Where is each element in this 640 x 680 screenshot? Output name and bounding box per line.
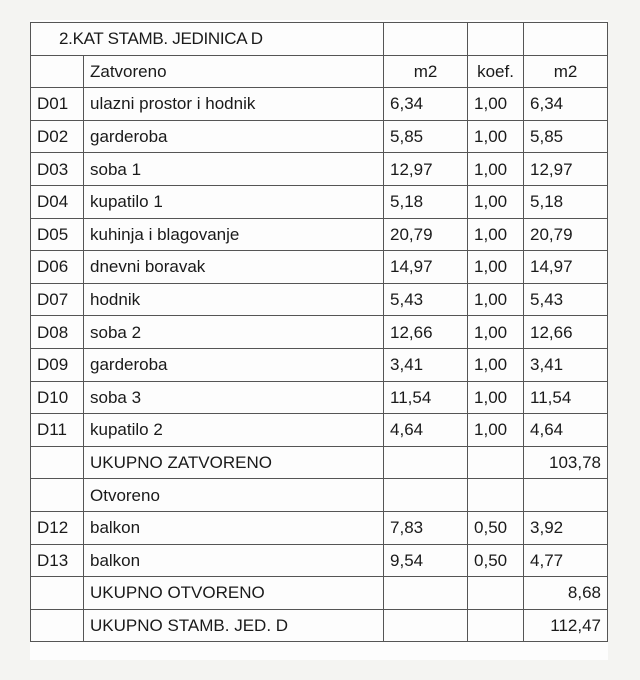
room-coefficient: 1,00 xyxy=(468,185,524,218)
empty-cell xyxy=(468,446,524,479)
table-row xyxy=(31,348,608,381)
open-total-label: UKUPNO OTVORENO xyxy=(84,577,384,610)
room-name: soba 1 xyxy=(84,153,384,186)
room-code: D10 xyxy=(31,381,84,414)
room-name: balkon xyxy=(84,544,384,577)
closed-total-label: UKUPNO ZATVORENO xyxy=(84,446,384,479)
room-area: 11,54 xyxy=(384,381,468,414)
table-row xyxy=(31,511,608,544)
open-total-value: 8,68 xyxy=(524,577,608,610)
room-weighted-area: 5,85 xyxy=(524,120,608,153)
col-header-m2: m2 xyxy=(384,55,468,88)
room-code: D09 xyxy=(31,348,84,381)
room-name: garderoba xyxy=(84,348,384,381)
empty-cell xyxy=(31,609,84,642)
empty-cell xyxy=(468,609,524,642)
room-code: D01 xyxy=(31,88,84,121)
room-coefficient: 1,00 xyxy=(468,153,524,186)
room-area: 5,18 xyxy=(384,185,468,218)
empty-cell xyxy=(384,23,468,56)
room-code: D08 xyxy=(31,316,84,349)
col-header-koef: koef. xyxy=(468,55,524,88)
room-weighted-area: 4,64 xyxy=(524,414,608,447)
room-coefficient: 1,00 xyxy=(468,348,524,381)
open-header-row xyxy=(31,479,608,512)
table-row xyxy=(31,251,608,284)
room-weighted-area: 12,66 xyxy=(524,316,608,349)
grand-total-label: UKUPNO STAMB. JED. D xyxy=(84,609,384,642)
room-coefficient: 1,00 xyxy=(468,414,524,447)
room-code: D13 xyxy=(31,544,84,577)
closed-total-value: 103,78 xyxy=(524,446,608,479)
empty-cell xyxy=(31,55,84,88)
room-weighted-area: 5,18 xyxy=(524,185,608,218)
empty-cell xyxy=(468,23,524,56)
room-name: kuhinja i blagovanje xyxy=(84,218,384,251)
empty-cell xyxy=(384,609,468,642)
room-weighted-area: 20,79 xyxy=(524,218,608,251)
room-area: 14,97 xyxy=(384,251,468,284)
col-header-m2-total: m2 xyxy=(524,55,608,88)
room-code: D07 xyxy=(31,283,84,316)
empty-cell xyxy=(468,479,524,512)
room-weighted-area: 6,34 xyxy=(524,88,608,121)
room-name: kupatilo 2 xyxy=(84,414,384,447)
empty-cell xyxy=(524,23,608,56)
table-row xyxy=(31,544,608,577)
room-weighted-area: 12,97 xyxy=(524,153,608,186)
room-code: D12 xyxy=(31,511,84,544)
room-coefficient: 0,50 xyxy=(468,544,524,577)
room-weighted-area: 5,43 xyxy=(524,283,608,316)
room-coefficient: 1,00 xyxy=(468,120,524,153)
empty-cell xyxy=(384,577,468,610)
title-row xyxy=(31,23,608,56)
room-code: D02 xyxy=(31,120,84,153)
grand-total-value: 112,47 xyxy=(524,609,608,642)
room-area: 4,64 xyxy=(384,414,468,447)
room-name: hodnik xyxy=(84,283,384,316)
table-row xyxy=(31,120,608,153)
room-coefficient: 0,50 xyxy=(468,511,524,544)
room-weighted-area: 14,97 xyxy=(524,251,608,284)
room-coefficient: 1,00 xyxy=(468,218,524,251)
table-row xyxy=(31,218,608,251)
room-area: 7,83 xyxy=(384,511,468,544)
room-code: D03 xyxy=(31,153,84,186)
empty-cell xyxy=(31,446,84,479)
room-name: soba 2 xyxy=(84,316,384,349)
area-table xyxy=(30,22,608,642)
room-area: 5,43 xyxy=(384,283,468,316)
room-area: 9,54 xyxy=(384,544,468,577)
table-row xyxy=(31,88,608,121)
empty-cell xyxy=(524,479,608,512)
room-code: D05 xyxy=(31,218,84,251)
room-coefficient: 1,00 xyxy=(468,251,524,284)
room-code: D04 xyxy=(31,185,84,218)
room-area: 3,41 xyxy=(384,348,468,381)
closed-header-row xyxy=(31,55,608,88)
room-area: 12,97 xyxy=(384,153,468,186)
room-coefficient: 1,00 xyxy=(468,88,524,121)
room-area: 6,34 xyxy=(384,88,468,121)
empty-cell xyxy=(31,479,84,512)
table-row xyxy=(31,316,608,349)
table-row xyxy=(31,153,608,186)
empty-cell xyxy=(468,577,524,610)
room-name: garderoba xyxy=(84,120,384,153)
table-title: 2.KAT STAMB. JEDINICA D xyxy=(31,23,384,56)
empty-cell xyxy=(31,577,84,610)
room-name: balkon xyxy=(84,511,384,544)
room-name: ulazni prostor i hodnik xyxy=(84,88,384,121)
room-name: kupatilo 1 xyxy=(84,185,384,218)
empty-cell xyxy=(384,446,468,479)
room-code: D11 xyxy=(31,414,84,447)
room-weighted-area: 3,41 xyxy=(524,348,608,381)
open-section-label: Otvoreno xyxy=(84,479,384,512)
table-row xyxy=(31,185,608,218)
room-weighted-area: 4,77 xyxy=(524,544,608,577)
room-coefficient: 1,00 xyxy=(468,316,524,349)
room-name: dnevni boravak xyxy=(84,251,384,284)
closed-total-row xyxy=(31,446,608,479)
room-weighted-area: 11,54 xyxy=(524,381,608,414)
room-area: 12,66 xyxy=(384,316,468,349)
table-row xyxy=(31,414,608,447)
empty-cell xyxy=(384,479,468,512)
room-area: 5,85 xyxy=(384,120,468,153)
room-coefficient: 1,00 xyxy=(468,381,524,414)
table-row xyxy=(31,283,608,316)
room-coefficient: 1,00 xyxy=(468,283,524,316)
open-total-row xyxy=(31,577,608,610)
table-row xyxy=(31,381,608,414)
grand-total-row xyxy=(31,609,608,642)
closed-section-label: Zatvoreno xyxy=(84,55,384,88)
room-name: soba 3 xyxy=(84,381,384,414)
room-weighted-area: 3,92 xyxy=(524,511,608,544)
room-area: 20,79 xyxy=(384,218,468,251)
room-code: D06 xyxy=(31,251,84,284)
